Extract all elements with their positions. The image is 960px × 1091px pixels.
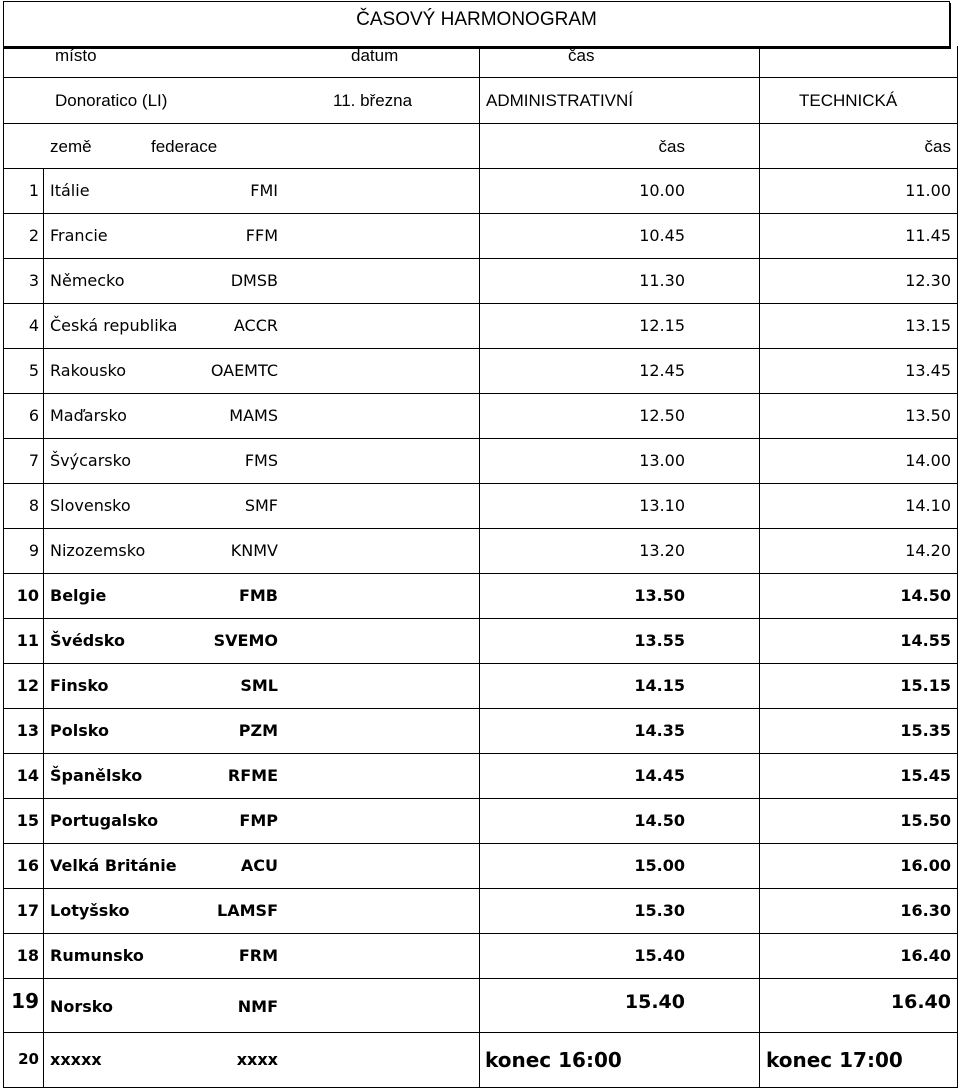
country-name: Finsko <box>50 676 109 695</box>
federation-code: FFM <box>245 226 278 245</box>
federation-code: RFME <box>227 766 278 785</box>
venue-name: Donoratico (LI) <box>55 91 168 110</box>
federation-code: ACCR <box>233 316 278 335</box>
country-name: Belgie <box>50 586 107 605</box>
federation-code: LAMSF <box>217 901 278 920</box>
row-number: 9 <box>28 541 39 560</box>
admin-time: 13.20 <box>639 541 685 560</box>
grid-line <box>3 528 958 529</box>
federation-column-header: federace <box>151 137 218 156</box>
event-date: 11. března <box>333 91 413 110</box>
row-number: 20 <box>18 1050 39 1068</box>
tech-time: 13.15 <box>905 316 951 335</box>
grid-line <box>3 978 958 979</box>
grid-line <box>3 753 958 754</box>
country-name: Velká Británie <box>50 856 177 875</box>
tech-time: 13.45 <box>905 361 951 380</box>
country-name: Španělsko <box>50 766 143 785</box>
country-name: Rumunsko <box>50 946 144 965</box>
admin-time: 12.45 <box>639 361 685 380</box>
federation-code: OAEMTC <box>210 361 278 380</box>
title-box <box>3 1 950 47</box>
row-number: 11 <box>16 631 39 650</box>
admin-time: 11.30 <box>639 271 685 290</box>
grid-line <box>957 46 958 1088</box>
row-number: 12 <box>16 676 39 695</box>
country-name: Česká republika <box>50 316 178 335</box>
grid-line <box>3 438 958 439</box>
federation-code: FMP <box>239 811 278 830</box>
admin-time: 15.40 <box>624 991 685 1013</box>
country-name: Maďarsko <box>50 406 127 425</box>
federation-code: SML <box>240 676 278 695</box>
row-number: 1 <box>28 181 39 200</box>
grid-line <box>3 573 958 574</box>
tech-time: 15.45 <box>900 766 951 785</box>
page-title: ČASOVÝ HARMONOGRAM <box>356 9 597 30</box>
row-number: 15 <box>16 811 39 830</box>
tech-time: 14.10 <box>905 496 951 515</box>
row-number: 5 <box>28 361 39 380</box>
admin-time: 13.10 <box>639 496 685 515</box>
grid-line <box>3 663 958 664</box>
row-number: 16 <box>16 856 39 875</box>
grid-line <box>3 1087 958 1088</box>
country-name: Německo <box>50 271 125 290</box>
tech-time: 16.40 <box>890 991 951 1013</box>
grid-line <box>479 46 480 1088</box>
grid-line <box>3 258 958 259</box>
tech-time: 14.50 <box>900 586 951 605</box>
country-name: Nizozemsko <box>50 541 146 560</box>
admin-time: konec 16:00 <box>485 1048 622 1072</box>
country-name: Švýcarsko <box>50 451 132 470</box>
federation-code: KNMV <box>230 541 278 560</box>
admin-header: ADMINISTRATIVNÍ <box>486 91 634 110</box>
country-name: Polsko <box>50 721 109 740</box>
country-name: Itálie <box>50 181 90 200</box>
admin-time: 13.00 <box>639 451 685 470</box>
federation-code: FMI <box>250 181 278 200</box>
federation-code: PZM <box>238 721 278 740</box>
admin-time: 15.30 <box>634 901 685 920</box>
admin-time: 15.00 <box>634 856 685 875</box>
admin-time: 13.50 <box>634 586 685 605</box>
federation-code: MAMS <box>229 406 278 425</box>
grid-line <box>3 798 958 799</box>
header-date-label: datum <box>351 46 399 65</box>
tech-time: 12.30 <box>905 271 951 290</box>
row-number: 7 <box>28 451 39 470</box>
tech-time-column-header: čas <box>924 137 951 156</box>
country-name: Švédsko <box>50 631 125 650</box>
tech-time: 15.15 <box>900 676 951 695</box>
grid-line <box>3 933 958 934</box>
tech-time: 11.45 <box>905 226 951 245</box>
federation-code: FMS <box>244 451 278 470</box>
grid-line <box>3 843 958 844</box>
grid-line <box>3 46 4 1088</box>
federation-code: ACU <box>240 856 278 875</box>
admin-time: 12.15 <box>639 316 685 335</box>
row-number: 8 <box>28 496 39 515</box>
tech-time: 14.00 <box>905 451 951 470</box>
tech-time: 14.55 <box>900 631 951 650</box>
grid-line <box>3 168 958 169</box>
admin-time: 10.00 <box>639 181 685 200</box>
grid-line <box>3 1032 958 1033</box>
admin-time: 14.15 <box>634 676 685 695</box>
admin-time: 10.45 <box>639 226 685 245</box>
country-name: Slovensko <box>50 496 131 515</box>
grid-line <box>3 123 958 124</box>
country-name: Francie <box>50 226 108 245</box>
grid-line <box>3 393 958 394</box>
federation-code: SMF <box>244 496 278 515</box>
grid-line <box>3 348 958 349</box>
row-number: 18 <box>16 946 39 965</box>
federation-code: NMF <box>237 997 278 1016</box>
admin-time: 12.50 <box>639 406 685 425</box>
tech-time: 15.35 <box>900 721 951 740</box>
tech-time: 14.20 <box>905 541 951 560</box>
tech-time: 13.50 <box>905 406 951 425</box>
federation-code: DMSB <box>230 271 278 290</box>
tech-time: 15.50 <box>900 811 951 830</box>
tech-time: 16.30 <box>900 901 951 920</box>
grid-line <box>43 168 44 1088</box>
country-name: Norsko <box>50 997 113 1016</box>
grid-line <box>3 77 958 78</box>
country-column-header: země <box>50 137 92 156</box>
admin-time: 14.35 <box>634 721 685 740</box>
tech-time: 16.40 <box>900 946 951 965</box>
header-place-label: místo <box>55 46 97 65</box>
grid-line <box>3 213 958 214</box>
technical-header: TECHNICKÁ <box>799 91 898 110</box>
tech-time: 11.00 <box>905 181 951 200</box>
federation-code: xxxx <box>236 1050 278 1069</box>
admin-time: 14.45 <box>634 766 685 785</box>
country-name: xxxxx <box>50 1050 102 1069</box>
federation-code: FRM <box>238 946 278 965</box>
row-number: 3 <box>28 271 39 290</box>
row-number: 10 <box>16 586 39 605</box>
row-number: 14 <box>16 766 39 785</box>
country-name: Rakousko <box>50 361 127 380</box>
row-number: 4 <box>28 316 39 335</box>
row-number: 13 <box>16 721 39 740</box>
tech-time: konec 17:00 <box>766 1048 903 1072</box>
grid-line <box>3 888 958 889</box>
grid-line <box>3 483 958 484</box>
row-number: 2 <box>28 226 39 245</box>
admin-time: 13.55 <box>634 631 685 650</box>
row-number: 6 <box>28 406 39 425</box>
admin-time: 14.50 <box>634 811 685 830</box>
country-name: Lotyšsko <box>50 901 130 920</box>
grid-line <box>3 618 958 619</box>
row-number: 19 <box>11 989 39 1013</box>
grid-line <box>3 708 958 709</box>
row-number: 17 <box>16 901 39 920</box>
tech-time: 16.00 <box>900 856 951 875</box>
header-time-label: čas <box>568 46 595 65</box>
country-name: Portugalsko <box>50 811 159 830</box>
grid-line <box>759 46 760 1088</box>
grid-line <box>3 303 958 304</box>
admin-time-column-header: čas <box>658 137 685 156</box>
federation-code: SVEMO <box>213 631 278 650</box>
federation-code: FMB <box>238 586 278 605</box>
admin-time: 15.40 <box>634 946 685 965</box>
